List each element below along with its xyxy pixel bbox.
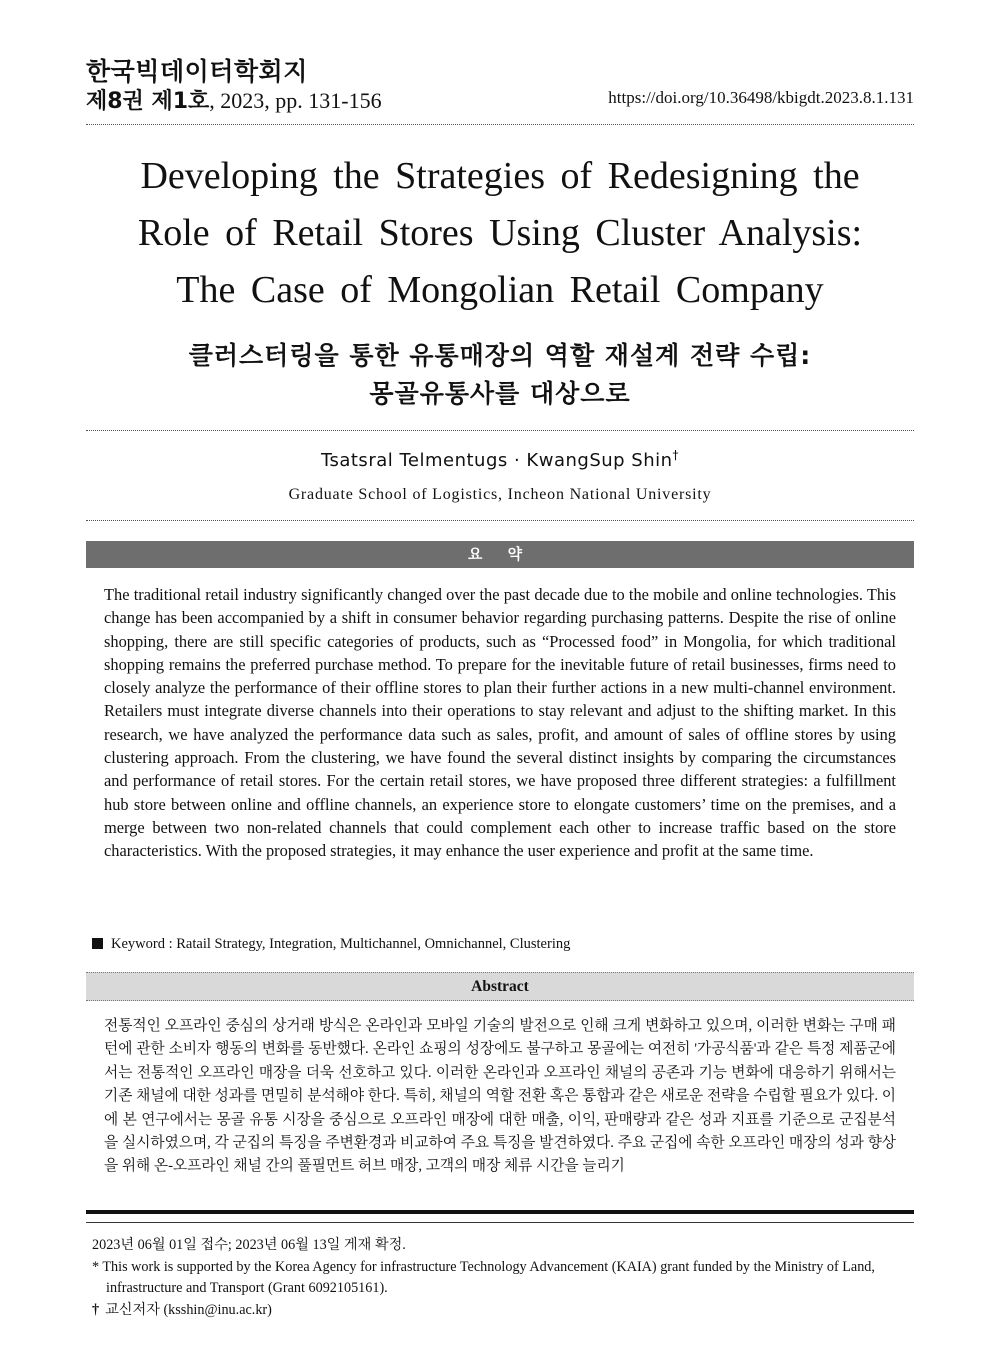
title-english-line: The Case of Mongolian Retail Company <box>176 269 824 311</box>
divider-dotted <box>86 124 914 125</box>
title-korean-line: 클러스터링을 통한 유통매장의 역할 재설계 전략 수립: <box>188 341 812 370</box>
keywords-line <box>92 936 570 953</box>
dagger-mark: † <box>92 1302 100 1318</box>
affiliation: Graduate School of Logistics, Incheon National University <box>288 486 712 503</box>
section-heading-summary: 요 약 <box>86 541 914 568</box>
volume-issue: 제8권 제1호 <box>86 89 210 114</box>
divider-dotted <box>86 430 914 431</box>
footnote-rule-thick <box>86 1210 914 1214</box>
keywords-label: Keyword : <box>111 936 177 952</box>
title-korean <box>86 337 914 413</box>
author-list <box>86 448 914 471</box>
title-korean-line: 몽골유통사를 대상으로 <box>369 379 631 408</box>
divider-dotted <box>86 520 914 521</box>
section-heading-abstract: Abstract <box>86 972 914 1001</box>
title-english-line: Role of Retail Stores Using Cluster Analysis: <box>137 212 863 254</box>
year-pages: , 2023, pp. 131-156 <box>209 88 382 113</box>
footnote-funding: * This work is supported by the Korea Agency for infrastructure Technology Advancement (KAIA) grant funded by the Ministry of Land, infrastructure and Transport (Grant 6092105161). <box>92 1259 875 1296</box>
title-english <box>86 148 914 319</box>
title-english-line: Developing the Strategies of Redesigning the <box>140 155 860 197</box>
corresponding-mark: † <box>672 448 680 462</box>
abstract-korean: 전통적인 오프라인 중심의 상거래 방식은 온라인과 모바일 기술의 발전으로 인해 크게 변화하고 있으며, 이러한 변화는 구매 패턴에 관한 소비자 행동의 변화를 동반했다. 온라인 쇼핑의 성장에도 불구하고 몽골에는 여전히 '가공식품'과 같은 특정 제품군에서는 전통적인 오프라인 매장을 더욱 선호하고 있다. 이러한 온라인과 오프라인 채널의 공존과 기능 변화에 대응하기 위해서는 기존 채널에 대한 성과를 면밀히 분석해야 한다. 특히, 채널의 역할 전환 혹은 통합과 같은 새로운 전략을 수립할 필요가 있다. 이에 본 연구에서는 몽골 유통 시장을 중심으로 오프라인 매장에 대한 매출, 이익, 판매량과 같은 성과 지표를 기준으로 군집분석을 실시하였으며, 각 군집의 특징을 주변환경과 비교하여 주요 특징을 발견하였다. 주요 군집에 속한 오프라인 매장의 성과 향상을 위해 온-오프라인 채널 간의 풀필먼트 허브 매장, 고객의 매장 체류 시간을 늘리기 <box>104 1018 896 1175</box>
doi-link[interactable]: https://doi.org/10.36498/kbigdt.2023.8.1.131 <box>608 88 914 107</box>
footnote-corresponding <box>92 1300 914 1321</box>
footnote-rule-thin <box>86 1222 914 1223</box>
author-names: Tsatsral Telmentugs · KwangSup Shin <box>320 450 673 471</box>
journal-issue <box>86 84 382 115</box>
footnote-received: 2023년 06월 01일 접수; 2023년 06월 13일 게재 확정. <box>92 1237 406 1253</box>
corresponding-author: 교신저자 (ksshin@inu.ac.kr) <box>105 1302 272 1318</box>
abstract-english: The traditional retail industry significantly changed over the past decade due to the mobile and online technologies. This change has been accompanied by a shift in consumer behavior regarding purchasing patterns. Despite the rise of online shopping, there are still specific categories of products, such as “Processed food” in Mongolia, for which traditional shopping remains the preferred purchase method. To prepare for the inevitable future of retail businesses, firms need to closely analyze the performance of their offline stores to plan their further actions in a new multi-channel environment. Retailers must integrate diverse channels into their operations to stay relevant and adjust to the shifting market. In this research, we have analyzed the performance data such as sales, profit, and amount of sales of offline stores by using clustering approach. From the clustering, we have found the several distinct insights by comparing the circumstances and performance of retail stores. For the certain retail stores, we have proposed three different strategies: a fulfillment hub store between online and offline channels, an experience store to elongate customers’ time on the premises, and a merge between two non-related channels that could complement each other to increase traffic based on the store characteristics. With the proposed strategies, it may enhance the user experience and profit at the same time. <box>104 585 896 861</box>
journal-name: 한국빅데이터학회지 <box>86 57 308 86</box>
keywords-list: Ratail Strategy, Integration, Multichannel, Omnichannel, Clustering <box>176 936 571 952</box>
square-bullet-icon <box>92 938 103 949</box>
